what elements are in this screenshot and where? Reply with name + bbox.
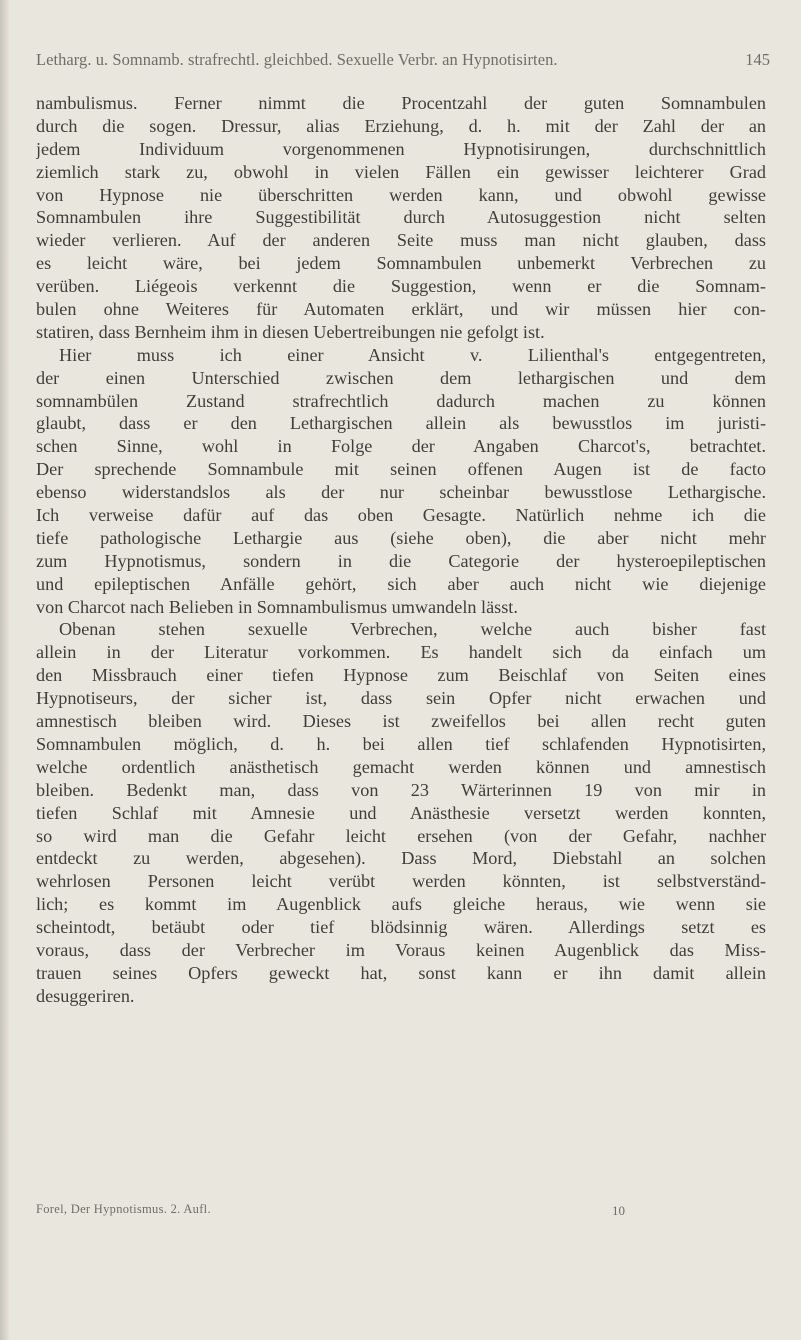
text-line: welche ordentlich anästhetisch gemacht werden können und amnestisch — [36, 756, 766, 777]
text-line: der einen Unterschied zwischen dem lethargischen und dem — [36, 367, 766, 388]
page-header — [30, 50, 770, 76]
text-line: und epileptischen Anfälle gehört, sich aber auch nicht wie diejenige — [36, 573, 766, 594]
text-line: Somnambulen ihre Suggestibilität durch Autosuggestion nicht selten — [36, 207, 766, 228]
text-line: wehrlosen Personen leicht verübt werden könnten, ist selbstverständ- — [36, 871, 766, 892]
text-line: lich; es kommt im Augenblick aufs gleiche heraus, wie wenn sie — [36, 894, 766, 915]
text-line: bulen ohne Weiteres für Automaten erklärt, und wir müssen hier con- — [36, 299, 766, 320]
text-line: Somnambulen möglich, d. h. bei allen tief schlafenden Hypnotisirten, — [36, 733, 766, 754]
text-line: amnestisch bleiben wird. Dieses ist zweifellos bei allen recht guten — [36, 711, 766, 732]
text-line: glaubt, dass er den Lethargischen allein als bewusstlos im juristi- — [36, 413, 766, 434]
text-line: tiefen Schlaf mit Amnesie und Anästhesie versetzt werden konnten, — [36, 802, 766, 823]
text-line: den Missbrauch einer tiefen Hypnose zum Beischlaf von Seiten eines — [36, 665, 766, 686]
text-line: voraus, dass der Verbrecher im Voraus keinen Augenblick das Miss- — [36, 939, 766, 960]
text-line: zum Hypnotismus, sondern in die Categorie der hysteroepileptischen — [36, 550, 766, 571]
text-line: schen Sinne, wohl in Folge der Angaben Charcot's, betrachtet. — [36, 436, 766, 457]
text-line: Ich verweise dafür auf das oben Gesagte. Natürlich nehme ich die — [36, 505, 766, 526]
text-line: Obenan stehen sexuelle Verbrechen, welche auch bisher fast — [59, 619, 766, 640]
text-line: ebenso widerstandslos als der nur scheinbar bewusstlose Lethargische. — [36, 482, 766, 503]
signature-line: Forel, Der Hypnotismus. 2. Aufl. — [36, 1202, 211, 1216]
text-line: durch die sogen. Dressur, alias Erziehung, d. h. mit der Zahl der an — [36, 115, 766, 136]
running-head: Letharg. u. Somnamb. strafrechtl. gleichbed. Sexuelle Verbr. an Hypnotisirten. — [36, 50, 558, 69]
text-line: nambulismus. Ferner nimmt die Procentzahl der guten Somnambulen — [36, 93, 766, 113]
text-line: von Hypnose nie überschritten werden kann, und obwohl gewisse — [36, 184, 766, 205]
text-line: ziemlich stark zu, obwohl in vielen Fällen ein gewisser leichterer Grad — [36, 161, 766, 182]
text-line: so wird man die Gefahr leicht ersehen (von der Gefahr, nachher — [36, 825, 766, 846]
text-line: jedem Individuum vorgenommenen Hypnotisirungen, durchschnittlich — [36, 138, 766, 159]
text-line: statiren, dass Bernheim ihm in diesen Uebertreibungen nie gefolgt ist. — [36, 321, 545, 342]
text-line: wieder verlieren. Auf der anderen Seite muss man nicht glauben, dass — [36, 230, 766, 251]
text-line: von Charcot nach Belieben in Somnambulismus umwandeln lässt. — [36, 596, 518, 617]
text-line: Hypnotiseurs, der sicher ist, dass sein Opfer nicht erwachen und — [36, 688, 766, 709]
text-line: tiefe pathologische Lethargie aus (siehe oben), die aber nicht mehr — [36, 527, 766, 548]
text-line: somnambülen Zustand strafrechtlich dadurch machen zu können — [36, 390, 766, 411]
text-line: scheintodt, betäubt oder tief blödsinnig wären. Allerdings setzt es — [36, 917, 766, 938]
text-line: desuggeriren. — [36, 985, 135, 1006]
text-line: verüben. Liégeois verkennt die Suggestion, wenn er die Somnam- — [36, 276, 766, 297]
text-line: entdeckt zu werden, abgesehen). Dass Mord, Diebstahl an solchen — [36, 848, 766, 869]
text-line: Hier muss ich einer Ansicht v. Lilienthal's entgegentreten, — [59, 344, 766, 365]
sheet-number: 10 — [612, 1203, 625, 1218]
page-footer — [36, 1202, 766, 1222]
binding-edge — [0, 0, 9, 1340]
text-line: trauen seines Opfers geweckt hat, sonst kann er ihn damit allein — [36, 962, 766, 983]
text-line: bleiben. Bedenkt man, dass von 23 Wärterinnen 19 von mir in — [36, 779, 766, 800]
page-number: 145 — [745, 50, 770, 69]
text-line: Der sprechende Somnambule mit seinen offenen Augen ist de facto — [36, 459, 766, 480]
text-line: allein in der Literatur vorkommen. Es handelt sich da einfach um — [36, 642, 766, 663]
body-text — [36, 92, 766, 1008]
text-line: es leicht wäre, bei jedem Somnambulen unbemerkt Verbrechen zu — [36, 253, 766, 274]
